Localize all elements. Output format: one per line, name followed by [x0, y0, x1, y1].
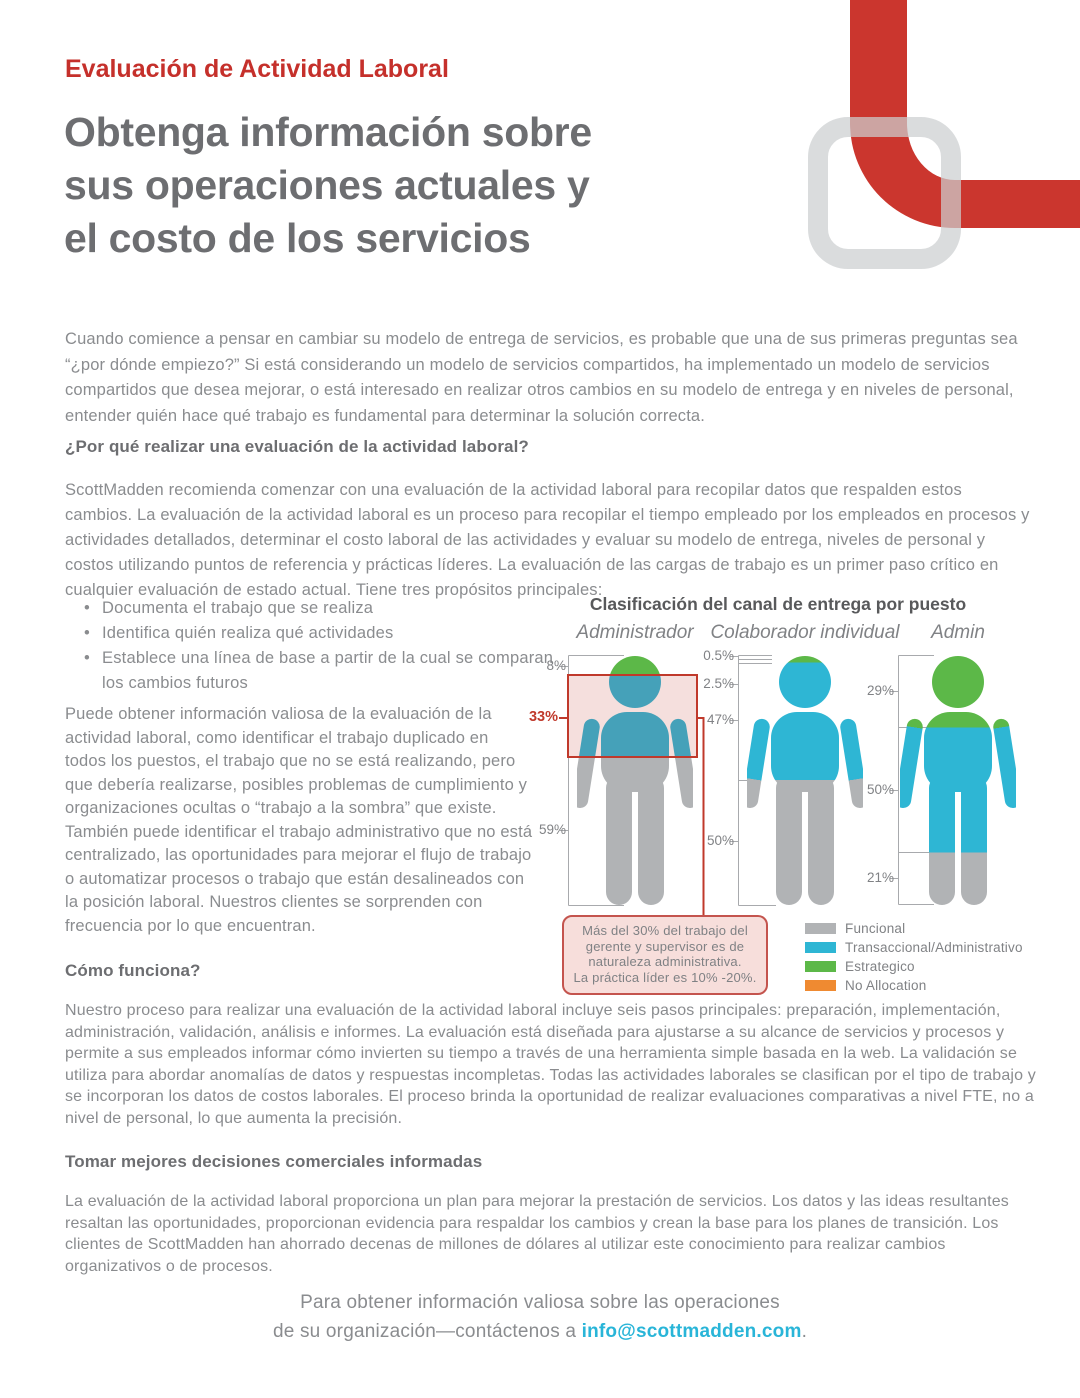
- figure-label-administrador: Administrador: [576, 622, 694, 643]
- callout-line: Más del 30% del trabajo del: [582, 923, 748, 938]
- legend-swatch-estrategico: [805, 961, 836, 972]
- callout-line: naturaleza administrativa.: [588, 954, 742, 969]
- callout-line: gerente y supervisor es de: [585, 938, 745, 954]
- pct-colaborador-transaccional: 47%: [706, 712, 734, 727]
- pct-admin-funcional: 21%: [866, 870, 894, 885]
- purpose-bullet-list: [84, 596, 564, 696]
- legend-swatch-funcional: [805, 923, 836, 934]
- legend-label: No Allocation: [845, 978, 927, 993]
- legend-item-transaccional: [805, 940, 1023, 955]
- why-section-heading: ¿Por qué realizar una evaluación de la actividad laboral?: [65, 437, 529, 456]
- pct-administrador-funcional: 59%: [538, 822, 566, 837]
- how-section-heading: Cómo funciona?: [65, 961, 201, 980]
- contact-footer: [0, 1288, 1080, 1346]
- figure-label-colaborador: Colaborador individual: [710, 622, 900, 643]
- footer-line2-text: de su organización—contáctenos a: [272, 1321, 582, 1342]
- pct-administrador-transaccional-highlight: 33%: [528, 709, 558, 725]
- figure-label-admin: Admin: [931, 622, 985, 643]
- how-section-paragraph: Nuestro proceso para realizar una evaluación de la actividad laboral incluye seis pasos principales: preparación, implementación, administración, validación, análisis e informes. La evaluación está diseñada para ajustarse a su alcance de servicios y procesos y permite a sus empleados informar cómo invierten su tiempo a través de una herramienta simple basada en la web. La validación se utiliza para abordar anomalías de datos y respuestas incompletas. Todas las actividades laborales se clasifican por el tipo de trabajo y se incorporan los datos de costos laborales. El proceso brinda la oportunidad de realizar evaluaciones comparativas a nivel FTE, no a nivel de personal, lo que aumenta la precisión.: [65, 1002, 1036, 1127]
- pct-admin-transaccional: 50%: [866, 782, 894, 797]
- legend-swatch-no-allocation: [805, 980, 836, 991]
- pct-administrador-estrategico: 8%: [546, 658, 566, 673]
- legend-item-no-allocation: [805, 978, 1023, 993]
- chart-title: Clasificación del canal de entrega por puesto: [589, 594, 967, 614]
- legend-label: Transaccional/Administrativo: [845, 940, 1023, 955]
- legend-item-estrategico: [805, 959, 1023, 974]
- legend-label: Estrategico: [845, 959, 915, 974]
- bullet-item: • Documenta el trabajo que se realiza: [84, 596, 564, 621]
- pct-colaborador-estrategico: 2.5%: [703, 676, 734, 691]
- insights-paragraph: Puede obtener información valiosa de la evaluación de la actividad laboral, como identificar el trabajo duplicado en todos los puestos, el trabajo que no se está realizando, pero que debería realizarse, posibles problemas de cumplimiento y organizaciones ocultas o “trabajo a la sombra” que existe. También puede identificar el trabajo administrativo que no está centralizado, las oportunidades para mejorar el flujo de trabajo o automatizar procesos o trabajo que están desalineados con la posición laboral. Nuestros clientes se sorprenden con frecuencia por lo que encuentran.: [65, 705, 533, 935]
- contact-email-link[interactable]: info@scottmadden.com: [581, 1321, 802, 1342]
- callout-box: [562, 915, 768, 995]
- pct-colaborador-funcional: 50%: [706, 833, 734, 848]
- pct-admin-estrategico: 29%: [866, 683, 894, 698]
- highlight-box-33pct: [568, 675, 697, 757]
- decisions-section-paragraph: La evaluación de la actividad laboral proporciona un plan para mejorar la prestación de servicios. Los datos y las ideas resultantes resaltan las oportunidades, proporcionan evidencia para respaldar los cambios y crean la base para los planes de transición. Los clientes de ScottMadden han ahorrado decenas de millones de dólares al utilizar este conocimiento para realizar cambios organizativos o de procesos.: [65, 1193, 1009, 1275]
- intro-paragraph: Cuando comience a pensar en cambiar su modelo de entrega de servicios, es probable que una de sus primeras preguntas sea “¿por dónde empiezo?” Si está considerando un modelo de servicios compartidos, ha implementado un modelo de servicios compartidos que desea mejorar, o está interesado en realizar otros cambios en su modelo de entrega y en niveles de personal, entender quién hace qué trabajo es fundamental para determinar la solución correcta.: [65, 330, 1018, 425]
- document-eyebrow: Evaluación de Actividad Laboral: [65, 55, 449, 83]
- bullet-item: • Establece una línea de base a partir de la cual se comparan los cambios futuros: [84, 646, 564, 696]
- why-section-paragraph: ScottMadden recomienda comenzar con una evaluación de la actividad laboral para recopilar datos que respalden estos cambios. La evaluación de la actividad laboral es un proceso para recopilar el tiempo empleado por los empleados en procesos y actividades detallados, determinar el costo laboral de las actividades y evaluar su modelo de entrega, niveles de personal y costos utilizando puntos de referencia y prácticas líderes. La evaluación de las cargas de trabajo es un primer paso crítico en cualquier evaluación de estado actual. Tiene tres propósitos principales:: [65, 481, 1030, 599]
- footer-line2-period: .: [801, 1321, 808, 1342]
- delivery-channel-chart: [520, 592, 1068, 1012]
- legend-swatch-transaccional: [805, 942, 836, 953]
- footer-line1: Para obtener información valiosa sobre las operaciones: [300, 1292, 780, 1313]
- decisions-section-heading: Tomar mejores decisiones comerciales informadas: [65, 1152, 483, 1171]
- page-title-line2: sus operaciones actuales y: [64, 162, 590, 208]
- bullet-item: • Identifica quién realiza qué actividades: [84, 621, 564, 646]
- legend-label: Funcional: [845, 921, 906, 936]
- page-title: [64, 106, 592, 265]
- footer-line2: [0, 1317, 1080, 1346]
- legend-item-funcional: [805, 921, 1023, 936]
- brand-gray-square-graphic: [808, 117, 961, 269]
- chart-legend: [805, 921, 1023, 997]
- page-title-line3: el costo de los servicios: [64, 215, 531, 261]
- callout-line: La práctica líder es 10% -20%.: [573, 969, 757, 985]
- pct-colaborador-no-allocation: 0.5%: [703, 648, 734, 663]
- page-title-line1: Obtenga información sobre: [64, 109, 592, 155]
